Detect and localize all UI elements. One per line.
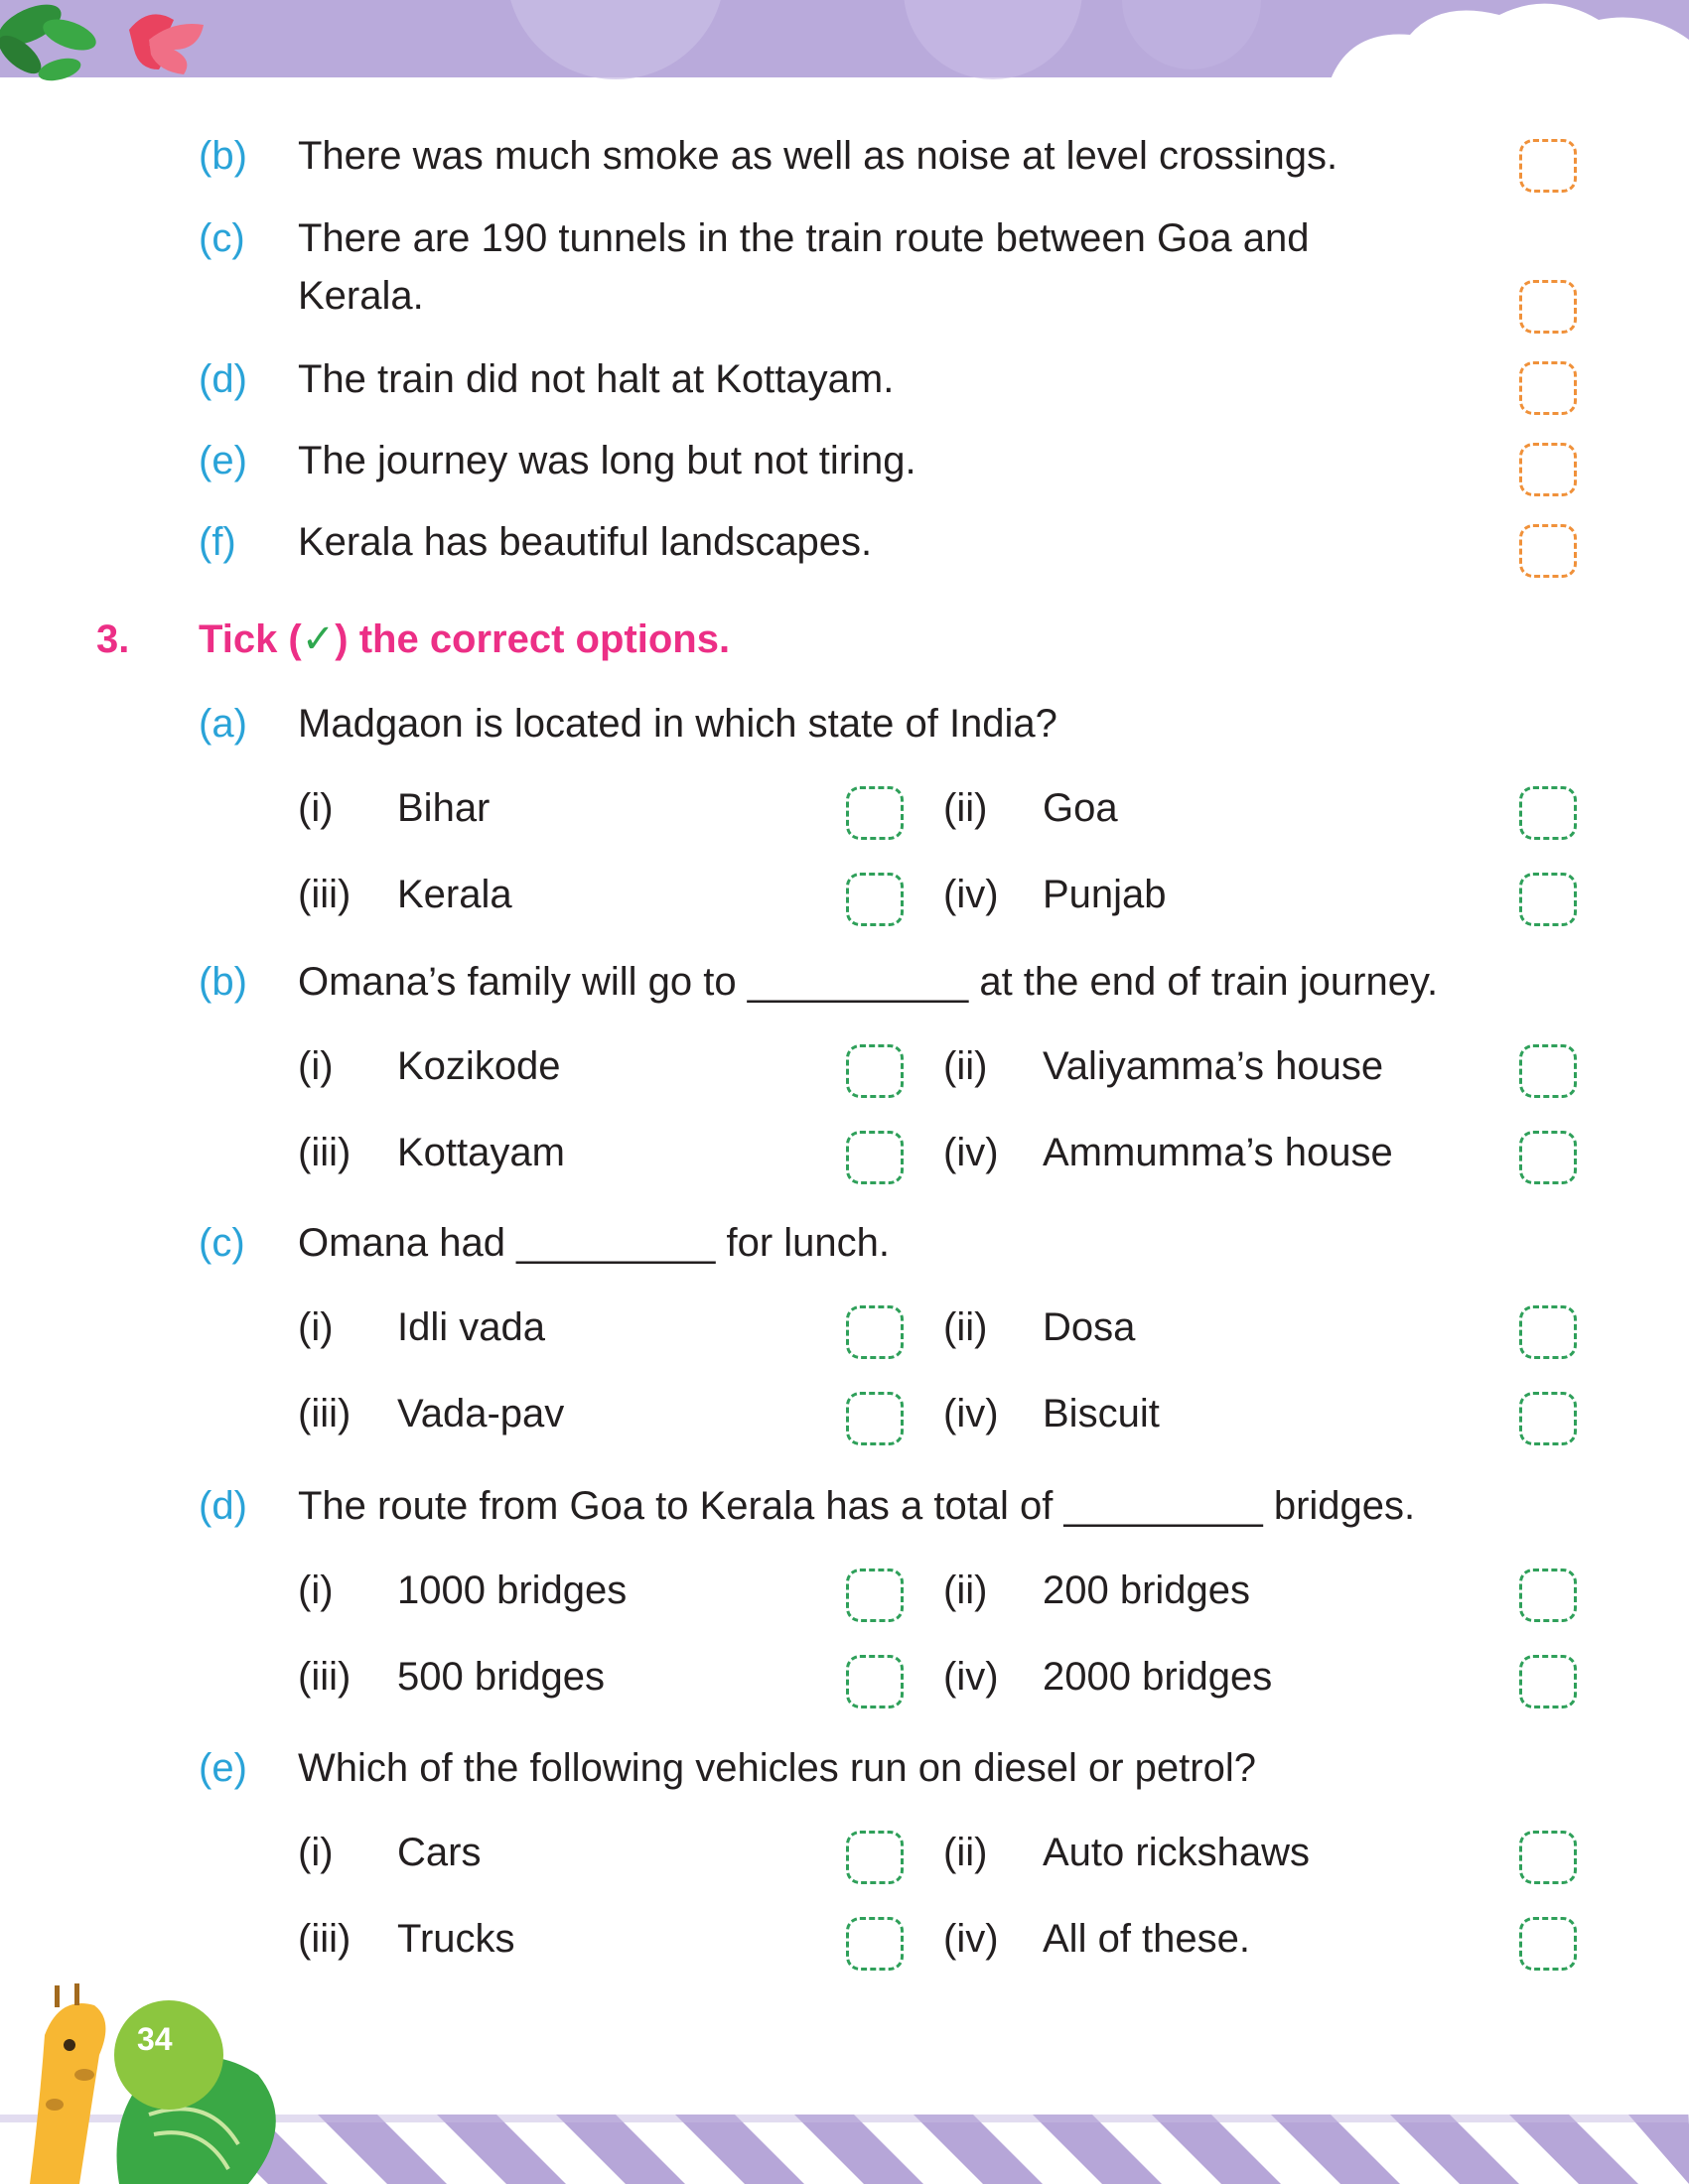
option-checkbox[interactable]	[1519, 1305, 1577, 1359]
option-text: Cars	[397, 1831, 482, 1874]
option-text: Bihar	[397, 786, 491, 830]
option-checkbox[interactable]	[1519, 873, 1577, 926]
option-number: (i)	[298, 1305, 334, 1349]
question-label: (a)	[199, 702, 247, 746]
answer-box[interactable]	[1519, 361, 1577, 415]
option-number: (iii)	[298, 873, 352, 916]
option-checkbox[interactable]	[846, 1569, 904, 1622]
option-number: (iii)	[298, 1131, 352, 1174]
title-part: Tick (	[199, 617, 302, 661]
answer-box[interactable]	[1519, 443, 1577, 496]
option-text: Auto rickshaws	[1043, 1831, 1310, 1874]
option-text: 1000 bridges	[397, 1569, 628, 1612]
question-text: Omana had _________ for lunch.	[298, 1221, 890, 1265]
question-label: (e)	[199, 1746, 247, 1790]
question-text: Which of the following vehicles run on diesel or petrol?	[298, 1746, 1256, 1790]
item-text: There are 190 tunnels in the train route between Goa and	[298, 216, 1310, 260]
option-number: (i)	[298, 1569, 334, 1612]
question-label: (b)	[199, 960, 247, 1004]
leaf-butterfly-decoration	[0, 0, 228, 99]
option-checkbox[interactable]	[1519, 1569, 1577, 1622]
item-text: The train did not halt at Kottayam.	[298, 357, 895, 401]
question-label: (d)	[199, 1484, 247, 1528]
option-number: (iv)	[943, 1655, 999, 1699]
answer-box[interactable]	[1519, 280, 1577, 334]
option-text: Valiyamma’s house	[1043, 1044, 1384, 1088]
option-text: Ammumma’s house	[1043, 1131, 1393, 1174]
option-number: (iii)	[298, 1917, 352, 1961]
option-text: All of these.	[1043, 1917, 1251, 1961]
question-text: The route from Goa to Kerala has a total of _________ bridges.	[298, 1484, 1416, 1528]
option-number: (iv)	[943, 873, 999, 916]
section-title	[199, 615, 730, 663]
option-number: (ii)	[943, 1831, 988, 1874]
item-label: (c)	[199, 216, 245, 260]
option-number: (iv)	[943, 1392, 999, 1435]
option-text: Biscuit	[1043, 1392, 1160, 1435]
tick-icon: ✓	[301, 617, 336, 661]
option-checkbox[interactable]	[1519, 1655, 1577, 1708]
option-checkbox[interactable]	[1519, 1917, 1577, 1971]
option-checkbox[interactable]	[1519, 1831, 1577, 1884]
option-number: (iii)	[298, 1655, 352, 1699]
option-checkbox[interactable]	[846, 1044, 904, 1098]
option-number: (iv)	[943, 1917, 999, 1961]
option-text: Trucks	[397, 1917, 515, 1961]
item-text: There was much smoke as well as noise at level crossings.	[298, 134, 1338, 178]
option-text: 2000 bridges	[1043, 1655, 1273, 1699]
option-checkbox[interactable]	[846, 1655, 904, 1708]
option-number: (ii)	[943, 1044, 988, 1088]
option-text: 500 bridges	[397, 1655, 606, 1699]
question-label: (c)	[199, 1221, 245, 1265]
option-text: Kozikode	[397, 1044, 561, 1088]
option-checkbox[interactable]	[846, 1392, 904, 1445]
option-number: (iv)	[943, 1131, 999, 1174]
option-checkbox[interactable]	[846, 873, 904, 926]
option-checkbox[interactable]	[1519, 1392, 1577, 1445]
option-number: (i)	[298, 1044, 334, 1088]
answer-box[interactable]	[1519, 139, 1577, 193]
option-number: (i)	[298, 1831, 334, 1874]
option-text: Goa	[1043, 786, 1118, 830]
option-checkbox[interactable]	[1519, 1044, 1577, 1098]
giraffe-mascot-illustration	[0, 1976, 318, 2184]
item-text: The journey was long but not tiring.	[298, 439, 916, 482]
option-text: Vada-pav	[397, 1392, 565, 1435]
option-checkbox[interactable]	[1519, 786, 1577, 840]
item-label: (e)	[199, 439, 247, 482]
option-checkbox[interactable]	[1519, 1131, 1577, 1184]
option-text: Idli vada	[397, 1305, 545, 1349]
top-decorative-band	[0, 0, 1689, 79]
option-text: Kerala	[397, 873, 512, 916]
option-number: (iii)	[298, 1392, 352, 1435]
option-number: (ii)	[943, 1305, 988, 1349]
answer-box[interactable]	[1519, 524, 1577, 578]
option-text: Dosa	[1043, 1305, 1136, 1349]
option-checkbox[interactable]	[846, 1917, 904, 1971]
question-text: Omana’s family will go to __________ at the end of train journey.	[298, 960, 1439, 1004]
option-text: Punjab	[1043, 873, 1167, 916]
item-text: Kerala has beautiful landscapes.	[298, 520, 873, 564]
option-number: (i)	[298, 786, 334, 830]
option-number: (ii)	[943, 1569, 988, 1612]
option-text: 200 bridges	[1043, 1569, 1251, 1612]
option-number: (ii)	[943, 786, 988, 830]
option-checkbox[interactable]	[846, 1305, 904, 1359]
q2-item-c-line2: Kerala.	[298, 274, 424, 318]
item-label: (f)	[199, 520, 236, 564]
item-label: (d)	[199, 357, 247, 401]
question-text: Madgaon is located in which state of India?	[298, 702, 1057, 746]
option-text: Kottayam	[397, 1131, 565, 1174]
option-checkbox[interactable]	[846, 786, 904, 840]
title-part: ) the correct options.	[335, 617, 731, 661]
page-number: 34	[137, 2021, 173, 2057]
option-checkbox[interactable]	[846, 1831, 904, 1884]
option-checkbox[interactable]	[846, 1131, 904, 1184]
section-number: 3.	[96, 617, 130, 661]
item-label: (b)	[199, 134, 247, 178]
